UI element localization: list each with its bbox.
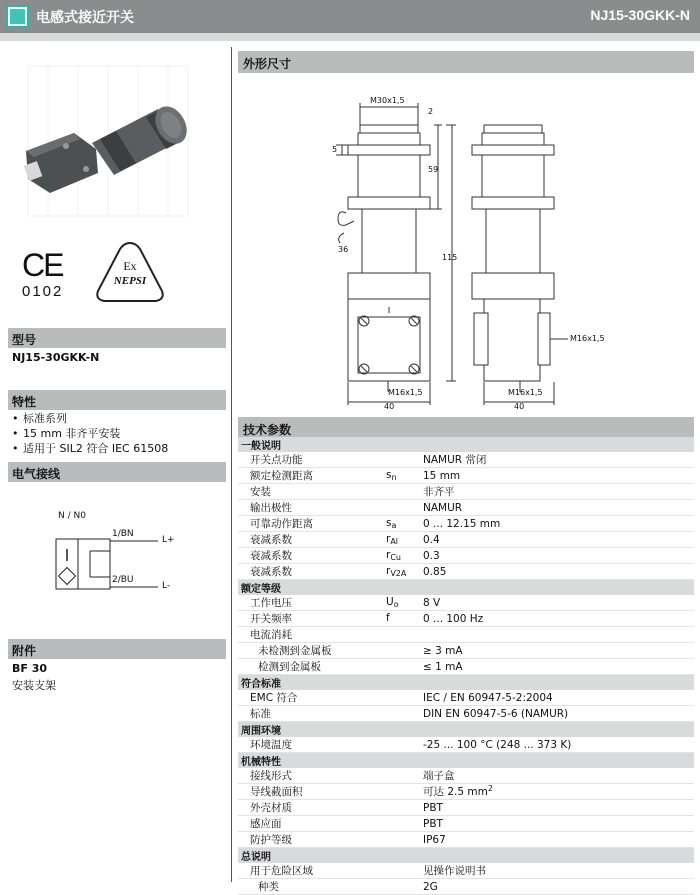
section-dimensions-heading: 外形尺寸: [238, 51, 694, 73]
spec-value: [420, 595, 694, 611]
spec-label: 衰减系数: [238, 548, 383, 564]
spec-value-text: 15 mm: [423, 469, 461, 482]
spec-row: [238, 643, 694, 659]
spec-row: [238, 532, 694, 548]
spec-symbol: [383, 627, 420, 643]
spec-value: [420, 468, 694, 484]
spec-group-label: 总说明: [238, 848, 694, 864]
spec-value: [420, 768, 694, 784]
spec-label: 未检测到金属板: [238, 643, 383, 659]
spec-value-text: DIN EN 60947-5-6 (NAMUR): [423, 707, 569, 720]
section-wiring-heading: 电气接线: [8, 462, 226, 482]
spec-row: [238, 611, 694, 627]
model-title: NJ15-30GKK-N: [590, 7, 690, 23]
spec-symbol-main: U: [386, 596, 394, 608]
spec-row: [238, 737, 694, 753]
section-specs-heading: 技术参数: [238, 417, 694, 439]
spec-value-text: 2G: [423, 880, 438, 893]
spec-label: 检测到金属板: [238, 659, 383, 675]
wiring-diagram: [48, 511, 208, 601]
dim-115: 115: [442, 253, 458, 262]
type-value: NJ15-30GKK-N: [12, 351, 100, 364]
ce-mark-logo: [22, 249, 82, 300]
spec-row: [238, 800, 694, 816]
spec-label: 开关点功能: [238, 452, 383, 468]
spec-symbol: [383, 468, 420, 484]
spec-symbol-sub: n: [391, 473, 397, 482]
spec-symbol-main: r: [386, 549, 391, 561]
spec-symbol-sub: o: [393, 600, 399, 609]
spec-symbol-main: r: [386, 533, 391, 545]
dim-36: 36: [338, 245, 349, 254]
spec-symbol: [383, 548, 420, 564]
dim-59: 59: [428, 165, 439, 174]
spec-symbol: [383, 500, 420, 516]
accessory-description: 安装支架: [12, 679, 56, 692]
spec-label: 环境温度: [238, 737, 383, 753]
spec-table: [238, 437, 694, 895]
spec-label: 接线形式: [238, 768, 383, 784]
spec-symbol: [383, 737, 420, 753]
spec-group-label: 一般说明: [238, 437, 694, 452]
spec-value-text: ≥ 3 mA: [423, 644, 463, 657]
spec-symbol: [383, 484, 420, 500]
spec-group-label: 机械特性: [238, 753, 694, 769]
spec-group-label: 额定等级: [238, 580, 694, 596]
header-bar: [0, 0, 700, 33]
spec-label: 额定检测距离: [238, 468, 383, 484]
spec-value-text: IEC / EN 60947-5-2:2004: [423, 691, 553, 704]
section-accessories-heading: 附件: [8, 639, 226, 659]
spec-symbol: [383, 516, 420, 532]
spec-value: [420, 659, 694, 675]
spec-value: [420, 532, 694, 548]
features-list: [12, 411, 168, 456]
nepsi-label: NEPSI: [113, 275, 147, 287]
spec-value-text: 0.4: [423, 533, 440, 546]
wiring-pin1: 1/BN: [112, 529, 134, 539]
spec-value-text: NAMUR: [423, 501, 463, 514]
spec-value-text: 见操作说明书: [423, 865, 486, 877]
spec-symbol-sub: Al: [390, 537, 399, 546]
spec-label: 防护等级: [238, 832, 383, 848]
spec-value: [420, 564, 694, 580]
spec-symbol: [383, 643, 420, 659]
dim-width-right: 40: [514, 402, 525, 411]
spec-row: [238, 863, 694, 879]
spec-row: [238, 595, 694, 611]
spec-value-text: ≤ 1 mA: [423, 660, 463, 673]
feature-item: • 15 mm 非齐平安装: [12, 426, 168, 441]
spec-value-text: IP67: [423, 833, 446, 846]
ce-notified-body: 0102: [22, 283, 64, 300]
spec-label: 安装: [238, 484, 383, 500]
section-type-heading: 型号: [8, 328, 226, 348]
dim-5: 5: [332, 145, 338, 154]
spec-value: [420, 784, 694, 800]
spec-value: [420, 863, 694, 879]
spec-row: [238, 832, 694, 848]
spec-symbol-main: s: [386, 517, 392, 529]
spec-row: [238, 690, 694, 706]
ex-label: Ex: [123, 259, 137, 273]
spec-row: [238, 627, 694, 643]
feature-item: • 适用于 SIL2 符合 IEC 61508: [12, 441, 168, 456]
spec-label: 工作电压: [238, 595, 383, 611]
dim-width-left: 40: [384, 402, 395, 411]
spec-row: [238, 500, 694, 516]
wiring-lminus: L-: [162, 581, 171, 591]
spec-symbol: [383, 832, 420, 848]
spec-value: [420, 452, 694, 468]
spec-value: [420, 737, 694, 753]
spec-value: [420, 611, 694, 627]
spec-value: [420, 643, 694, 659]
spec-symbol: [383, 659, 420, 675]
spec-group-label: 周围环境: [238, 722, 694, 738]
spec-group-row: [238, 722, 694, 738]
spec-label: EMC 符合: [238, 690, 383, 706]
spec-group-row: [238, 753, 694, 769]
wiring-label: N / N0: [58, 511, 86, 521]
section-features-heading: 特性: [8, 390, 226, 410]
spec-row: [238, 659, 694, 675]
spec-symbol: [383, 564, 420, 580]
spec-row: [238, 784, 694, 800]
spec-value-text: 0.3: [423, 549, 440, 562]
spec-label: 可靠动作距离: [238, 516, 383, 532]
spec-symbol: [383, 452, 420, 468]
spec-label: 电流消耗: [238, 627, 383, 643]
spec-row: [238, 548, 694, 564]
spec-value: [420, 816, 694, 832]
spec-value: [420, 879, 694, 895]
wiring-pin2: 2/BU: [112, 575, 134, 585]
spec-symbol-main: s: [386, 469, 392, 481]
spec-symbol: [383, 706, 420, 722]
spec-symbol: [383, 816, 420, 832]
spec-symbol: [383, 784, 420, 800]
spec-row: [238, 452, 694, 468]
ce-mark-text: CE: [22, 247, 63, 283]
spec-label: 种类: [238, 879, 383, 895]
product-photo: [8, 51, 226, 226]
spec-row: [238, 564, 694, 580]
spec-group-label: 符合标准: [238, 675, 694, 691]
spec-row: [238, 516, 694, 532]
spec-label: 标准: [238, 706, 383, 722]
header-subbar: [0, 33, 700, 41]
spec-label: 输出极性: [238, 500, 383, 516]
spec-row: [238, 768, 694, 784]
spec-value-text: PBT: [423, 801, 443, 814]
spec-label: 衰减系数: [238, 564, 383, 580]
dim-thread-top: M30x1,5: [370, 96, 405, 105]
spec-row: [238, 468, 694, 484]
dim-gland-right-bottom: M16x1,5: [508, 388, 543, 397]
spec-value: [420, 516, 694, 532]
spec-value-text: 8 V: [423, 596, 441, 609]
dim-2: 2: [428, 107, 434, 116]
spec-symbol: [383, 690, 420, 706]
spec-value: [420, 548, 694, 564]
accessory-name: BF 30: [12, 662, 48, 675]
spec-value: [420, 500, 694, 516]
spec-symbol-main: f: [386, 612, 390, 624]
spec-symbol: [383, 800, 420, 816]
spec-value: [420, 690, 694, 706]
spec-row: [238, 484, 694, 500]
spec-label: 导线截面积: [238, 784, 383, 800]
spec-value: [420, 627, 694, 643]
spec-symbol: [383, 532, 420, 548]
spec-group-row: [238, 580, 694, 596]
spec-label: 衰减系数: [238, 532, 383, 548]
column-divider: [231, 47, 232, 882]
spec-value-text: 非齐平: [423, 486, 455, 498]
spec-value-sup: 2: [487, 784, 493, 793]
brand-square-icon: [6, 5, 29, 28]
spec-symbol-sub: V2A: [390, 569, 407, 578]
spec-symbol-sub: a: [391, 521, 397, 530]
spec-symbol: [383, 879, 420, 895]
spec-symbol: [383, 611, 420, 627]
spec-label: 用于危险区域: [238, 863, 383, 879]
spec-group-row: [238, 675, 694, 691]
spec-symbol: [383, 768, 420, 784]
page-title: 电感式接近开关: [36, 10, 134, 26]
spec-row: [238, 816, 694, 832]
spec-symbol: [383, 595, 420, 611]
spec-value: [420, 832, 694, 848]
spec-label: 感应面: [238, 816, 383, 832]
wiring-lplus: L+: [162, 535, 175, 545]
spec-value-text: 端子盒: [423, 770, 455, 782]
spec-value: [420, 706, 694, 722]
dim-gland-left: M16x1,5: [388, 388, 423, 397]
spec-value-text: NAMUR 常闭: [423, 454, 487, 466]
nepsi-ex-logo: [92, 239, 168, 307]
spec-symbol-main: r: [386, 565, 391, 577]
spec-group-row: [238, 437, 694, 452]
dimension-drawing: [238, 77, 694, 417]
spec-value: [420, 484, 694, 500]
dim-gland-right-side: M16x1,5: [570, 334, 605, 343]
spec-label: 外壳材质: [238, 800, 383, 816]
feature-item: • 标准系列: [12, 411, 168, 426]
spec-value-text: 0.85: [423, 565, 447, 578]
spec-value-text: 0 ... 12.15 mm: [423, 517, 501, 530]
spec-row: [238, 706, 694, 722]
spec-value-text: PBT: [423, 817, 443, 830]
spec-label: 开关频率: [238, 611, 383, 627]
spec-value: [420, 800, 694, 816]
spec-row: [238, 879, 694, 895]
spec-value-text: 0 ... 100 Hz: [423, 612, 484, 625]
spec-symbol-sub: Cu: [390, 553, 401, 562]
spec-value-text: 可达 2.5 mm: [423, 786, 488, 798]
spec-value-text: -25 ... 100 °C (248 ... 373 K): [423, 738, 572, 751]
spec-group-row: [238, 848, 694, 864]
spec-symbol: [383, 863, 420, 879]
